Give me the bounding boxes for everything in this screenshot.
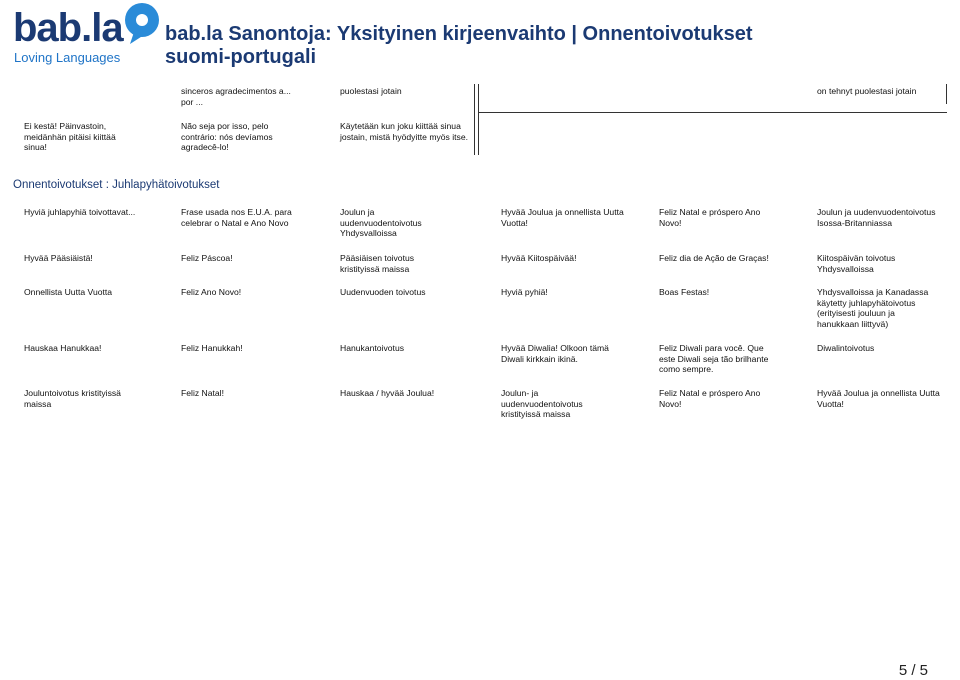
table-cell: Hyviä pyhiä!	[501, 287, 548, 297]
babla-logo[interactable]	[13, 2, 153, 68]
table-cell: Hyvää Joulua ja onnellista Uutta Vuotta!	[817, 388, 940, 409]
table-cell: Feliz Natal e próspero Ano Novo!	[659, 207, 761, 228]
table-cell: Diwalintoivotus	[817, 343, 875, 353]
top-row2-col2: Não seja por isso, pelo contrário: nós devíamos agradecê-lo!	[181, 121, 273, 153]
table-cell: Feliz dia de Ação de Graças!	[659, 253, 769, 263]
table-cell: Feliz Hanukkah!	[181, 343, 243, 353]
table-cell: Hyvää Joulua ja onnellista Uutta Vuotta!	[501, 207, 624, 228]
table-cell: Uudenvuoden toivotus	[340, 287, 426, 297]
page-number: 5 / 5	[898, 662, 928, 679]
speech-bubble-logo-icon	[122, 2, 162, 46]
table-cell: Yhdysvalloissa ja Kanadassa käytetty juhlapyhätoivotus (erityisesti jouluun ja hanukkaan liittyvä)	[817, 287, 929, 329]
page-title: bab.la Sanontoja: Yksityinen kirjeenvaihto | Onnentoivotukset	[165, 23, 753, 45]
page-subtitle: suomi-portugali	[165, 46, 317, 68]
logo-tagline: Loving Languages	[14, 50, 121, 65]
top-row2-col1: Ei kestä! Päinvastoin, meidänhän pitäisi kiittää sinua!	[24, 121, 116, 153]
table-cell: Pääsiäisen toivotus kristityissä maissa	[340, 253, 415, 274]
table-divider	[946, 84, 947, 104]
table-cell: Hauskaa / hyvää Joulua!	[340, 388, 435, 398]
section-title: Onnentoivotukset : Juhlapyhätoivotukset	[13, 179, 220, 191]
table-cell: Hanukantoivotus	[340, 343, 405, 353]
top-row1-col3: on tehnyt puolestasi jotain	[817, 86, 917, 96]
table-cell: Kiitospäivän toivotus Yhdysvalloissa	[817, 253, 896, 274]
table-cell: Boas Festas!	[659, 287, 710, 297]
table-cell: Hyvää Pääsiäistä!	[24, 253, 93, 263]
table-cell: Jouluntoivotus kristityissä maissa	[24, 388, 121, 409]
table-cell: Feliz Natal!	[181, 388, 224, 398]
logo-wordmark: bab.la	[13, 6, 123, 50]
table-divider	[478, 84, 479, 155]
table-cell: Hyviä juhlapyhiä toivottavat...	[24, 207, 136, 217]
table-cell: Joulun ja uudenvuodentoivotus Isossa-Britanniassa	[817, 207, 936, 228]
table-cell: Feliz Ano Novo!	[181, 287, 242, 297]
table-cell: Joulun- ja uudenvuodentoivotus kristityissä maissa	[501, 388, 583, 420]
table-cell: Hyvää Kiitospäivää!	[501, 253, 577, 263]
table-divider	[478, 112, 947, 113]
table-divider	[474, 84, 475, 155]
table-cell: Feliz Páscoa!	[181, 253, 233, 263]
top-row2-col3: Käytetään kun joku kiittää sinua jostain, mistä hyödyitte myös itse.	[340, 121, 468, 142]
top-row1-col1: sinceros agradecimentos a... por ...	[181, 86, 291, 107]
table-cell: Onnellista Uutta Vuotta	[24, 287, 113, 297]
table-cell: Hyvää Diwalia! Olkoon tämä Diwali kirkkain ikinä.	[501, 343, 609, 364]
table-cell: Joulun ja uudenvuodentoivotus Yhdysvalloissa	[340, 207, 422, 239]
table-cell: Hauskaa Hanukkaa!	[24, 343, 102, 353]
table-cell: Frase usada nos E.U.A. para celebrar o Natal e Ano Novo	[181, 207, 292, 228]
table-cell: Feliz Natal e próspero Ano Novo!	[659, 388, 761, 409]
top-row1-col2: puolestasi jotain	[340, 86, 402, 96]
table-cell: Feliz Diwali para você. Que este Diwali seja tão brilhante como sempre.	[659, 343, 769, 375]
